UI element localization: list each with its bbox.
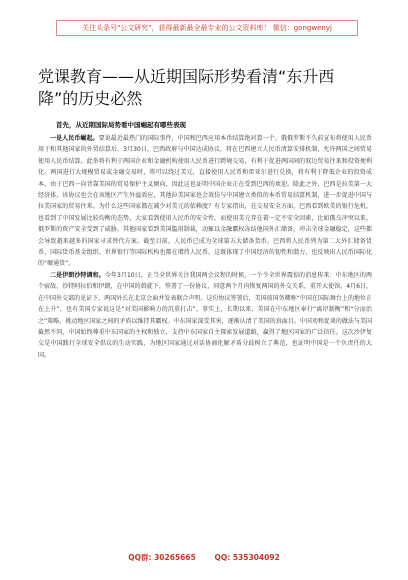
page-title: 党课教育——从近期国际形势看清“东升西降”的历史必然 [38,67,335,108]
promo-banner: 关注头条号"公文研究"，获得最新最全最专业的公文资料库！ 微信：gongwenyj [56,20,358,36]
paragraph [38,133,372,270]
section-subhead: 首先，从近期国际局势看中国崛起有哪些表现 [56,121,186,129]
paragraph-text: 今年3月10日，正当全世界关注我国两会议程的时候，一个令全世界震惊的消息传来：中东地区的两个宿敌，沙特阿拉伯和伊朗，在中国的斡旋下，签署了一份协议，同意两个月内恢复两国的外交关系，重开大使馆。4月6日，在中国外交部的见证下，两国外长在北京会面并发表联合声明。这份协议签署后，美国前国务卿称“中国在国际舞台上的地位正在上升”，也有美国专家说这是“对美国影响力的沉重打击”。事实上，长期以来，美国在中东地区奉行“离岸制衡”和“分而治之”策略，挑动地区国家之间的矛盾以维持其霸权。中东国家深受其害，逐渐认清了美国的真面目。中国劝和促谈的做法与美国截然不同，中国始终尊重中东国家的主权和独立，支持中东国家自主探索发展道路，赢得了地区国家的广泛信任。这次沙伊复交是中国践行全球安全倡议的生动实践，为地区国家通过对话协商化解矛盾分歧树立了典范，也证明中国是一个负责任的大国。 [38,271,372,359]
footer-contact [0,552,408,563]
paragraph-text: 要说最近最热门的国际事件，中国和巴西应用本币结算绝对算一个。俄俄罗斯不久前宣布将使用人民币用于和其他国家的外贸结算后，3月30日，巴西政府与中国达成协议，将在巴西建立人民币清算安排机制，允许两国之间贸易使用人民币结算。此举将有利于两国企业和金融机构使用人民币进行跨境交易，有利于促进两国间的双边贸易往来和投资便利化。两国进行大规模贸易或金融交易时，将可以绕过美元，直接使用人民币和雷亚尔进行兑换，将有利于降低企业的投资成本。由于巴西一向背靠美国的贸易保护主义倾向，因此这也证明中国企业正在受到巴西的欢迎。除此之外，巴西是拉美第一大经济体，该协议也会在该地区产生外溢效应，其他拉美国家也会效仿与中国建立类似的本币贸易结算机制，进一步促进中国与拉美国家的贸易往来。为什么这些国家都在减少对美元的依赖度？有专家指出，在交易安全方面，巴西看到欧美的银行危机，也看到了中国发展比较均衡的态势。大家看到使用人民币的安全性，而使用美元存在着一定不安全因素，比如俄乌冲突以来，俄罗斯的资产安全受到了威胁。其他国家看到美国滥用制裁，动辄以金融霸权冻结他国外汇储备，冲击全球金融稳定，这些都会导致越来越多的国家寻求替代方案。截至目前，人民币已成为全球第五大储备货币，巴西将人民币列为第二大外汇储备货币，国际货币基金组织、世界银行等国际机构也都在增持人民币。这既体现了中国经济的韧性和潜力，也反映出人民币国际化的“硬通货”。 [38,135,372,268]
document-body [38,133,372,361]
section-heading: 二是伊朗沙特调和。 [50,271,105,279]
paragraph [38,270,372,361]
qq-text: QQ: 535304092 [214,553,280,562]
qq-group-text: QQ群: 30265665 [128,553,196,562]
section-heading: 一是人民币崛起。 [50,135,99,142]
